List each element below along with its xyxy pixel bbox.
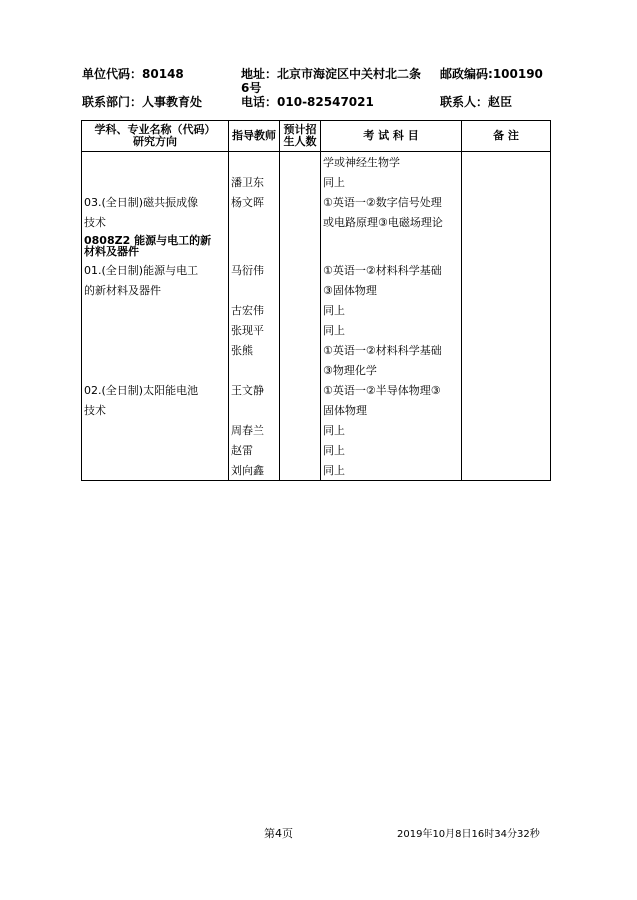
exam-cell: 同上: [321, 172, 462, 192]
major-title-line1: 0808Z2 能源与电工的新: [84, 234, 212, 247]
contact-person: [440, 95, 512, 109]
enrollment-table: [81, 120, 551, 481]
note-cell: [462, 260, 551, 280]
unit-code-label: 单位代码：: [82, 67, 143, 81]
postcode-value: 100190: [492, 67, 543, 81]
major-cell: 技术: [82, 400, 229, 420]
note-cell: [462, 400, 551, 420]
table-row: [82, 192, 551, 212]
note-cell: [462, 212, 551, 232]
major-cell: 03.(全日制)磁共振成像: [82, 192, 229, 212]
quota-cell: [280, 420, 321, 440]
advisor-cell: 马衍伟: [229, 260, 280, 280]
dept-value: 人事教育处: [142, 95, 203, 109]
table-row: [82, 232, 551, 260]
quota-cell: [280, 232, 321, 260]
table-row: [82, 320, 551, 340]
quota-cell: [280, 460, 321, 481]
exam-cell: ③物理化学: [321, 360, 462, 380]
exam-cell: ①英语一②数字信号处理: [321, 192, 462, 212]
major-cell: [82, 340, 229, 360]
exam-cell: 学或神经生物学: [321, 152, 462, 173]
print-timestamp: 2019年10月8日16时34分32秒: [397, 829, 540, 840]
exam-cell: 同上: [321, 440, 462, 460]
col-header-note: 备 注: [462, 121, 551, 152]
postcode: [440, 67, 543, 81]
major-cell: 技术: [82, 212, 229, 232]
postcode-label: 邮政编码:: [440, 67, 493, 81]
table-row: [82, 260, 551, 280]
major-title-cell: [82, 232, 229, 260]
col-header-major: [82, 121, 229, 152]
note-cell: [462, 440, 551, 460]
col-header-quota: [280, 121, 321, 152]
col-header-advisor: 指导教师: [229, 121, 280, 152]
exam-cell: ①英语一②材料科学基础: [321, 260, 462, 280]
advisor-cell: 周春兰: [229, 420, 280, 440]
advisor-cell: [229, 280, 280, 300]
table-row: [82, 212, 551, 232]
advisor-cell: 杨文晖: [229, 192, 280, 212]
major-cell: 的新材料及器件: [82, 280, 229, 300]
table-row: [82, 360, 551, 380]
advisor-cell: 古宏伟: [229, 300, 280, 320]
advisor-cell: [229, 360, 280, 380]
phone-label: 电话：: [241, 95, 278, 109]
contact-label: 联系人：: [440, 95, 489, 109]
advisor-cell: 刘向鑫: [229, 460, 280, 481]
note-cell: [462, 420, 551, 440]
exam-cell: ①英语一②材料科学基础: [321, 340, 462, 360]
unit-code: [82, 67, 184, 81]
major-cell: [82, 152, 229, 173]
table-header-row: [82, 121, 551, 152]
quota-cell: [280, 212, 321, 232]
major-cell: 01.(全日制)能源与电工: [82, 260, 229, 280]
exam-cell: 或电路原理③电磁场理论: [321, 212, 462, 232]
address-label: 地址：: [241, 67, 278, 81]
advisor-cell: 张现平: [229, 320, 280, 340]
advisor-cell: 张熊: [229, 340, 280, 360]
quota-cell: [280, 340, 321, 360]
exam-cell: ③固体物理: [321, 280, 462, 300]
col-header-major-line1: 学科、专业名称（代码）: [94, 123, 216, 136]
table-row: [82, 340, 551, 360]
exam-cell: 固体物理: [321, 400, 462, 420]
col-header-major-line2: 研究方向: [133, 135, 177, 148]
advisor-cell: [229, 152, 280, 173]
note-cell: [462, 172, 551, 192]
advisor-cell: 潘卫东: [229, 172, 280, 192]
quota-cell: [280, 320, 321, 340]
major-cell: [82, 360, 229, 380]
note-cell: [462, 460, 551, 481]
table-row: [82, 280, 551, 300]
advisor-cell: [229, 212, 280, 232]
col-header-exam: 考 试 科 目: [321, 121, 462, 152]
table-row: [82, 400, 551, 420]
exam-cell: 同上: [321, 320, 462, 340]
note-cell: [462, 360, 551, 380]
note-cell: [462, 152, 551, 173]
dept-label: 联系部门：: [82, 95, 143, 109]
col-header-quota-line2: 生人数: [283, 135, 317, 148]
advisor-cell: [229, 400, 280, 420]
exam-cell: 同上: [321, 420, 462, 440]
major-cell: [82, 300, 229, 320]
quota-cell: [280, 380, 321, 400]
table-row: [82, 420, 551, 440]
exam-cell: 同上: [321, 300, 462, 320]
table-row: [82, 440, 551, 460]
exam-cell: ①英语一②半导体物理③: [321, 380, 462, 400]
contact-dept: [82, 95, 202, 109]
note-cell: [462, 320, 551, 340]
quota-cell: [280, 172, 321, 192]
address-line1: 北京市海淀区中关村北二条: [277, 67, 422, 81]
major-cell: [82, 420, 229, 440]
note-cell: [462, 192, 551, 212]
table-row: [82, 380, 551, 400]
unit-code-value: 80148: [142, 67, 184, 81]
phone-value: 010-82547021: [277, 95, 374, 109]
page-number: 第4页: [264, 827, 293, 840]
quota-cell: [280, 192, 321, 212]
advisor-cell: 王文静: [229, 380, 280, 400]
major-cell: 02.(全日制)太阳能电池: [82, 380, 229, 400]
contact-value: 赵臣: [488, 95, 513, 109]
table-row: [82, 172, 551, 192]
table-row: [82, 300, 551, 320]
major-cell: [82, 172, 229, 192]
major-title-line2: 材料及器件: [84, 245, 139, 258]
major-cell: [82, 460, 229, 481]
phone: [241, 95, 374, 109]
note-cell: [462, 340, 551, 360]
major-cell: [82, 440, 229, 460]
quota-cell: [280, 260, 321, 280]
note-cell: [462, 280, 551, 300]
col-header-quota-line1: 预计招: [283, 123, 317, 136]
quota-cell: [280, 300, 321, 320]
advisor-cell: 赵雷: [229, 440, 280, 460]
table-row: [82, 460, 551, 481]
note-cell: [462, 380, 551, 400]
quota-cell: [280, 400, 321, 420]
note-cell: [462, 232, 551, 260]
note-cell: [462, 300, 551, 320]
exam-cell: 同上: [321, 460, 462, 481]
advisor-cell: [229, 232, 280, 260]
major-cell: [82, 320, 229, 340]
quota-cell: [280, 152, 321, 173]
quota-cell: [280, 280, 321, 300]
exam-cell: [321, 232, 462, 260]
table-row: [82, 152, 551, 173]
address: [241, 67, 421, 81]
quota-cell: [280, 440, 321, 460]
address-line2: 6号: [241, 81, 262, 95]
quota-cell: [280, 360, 321, 380]
